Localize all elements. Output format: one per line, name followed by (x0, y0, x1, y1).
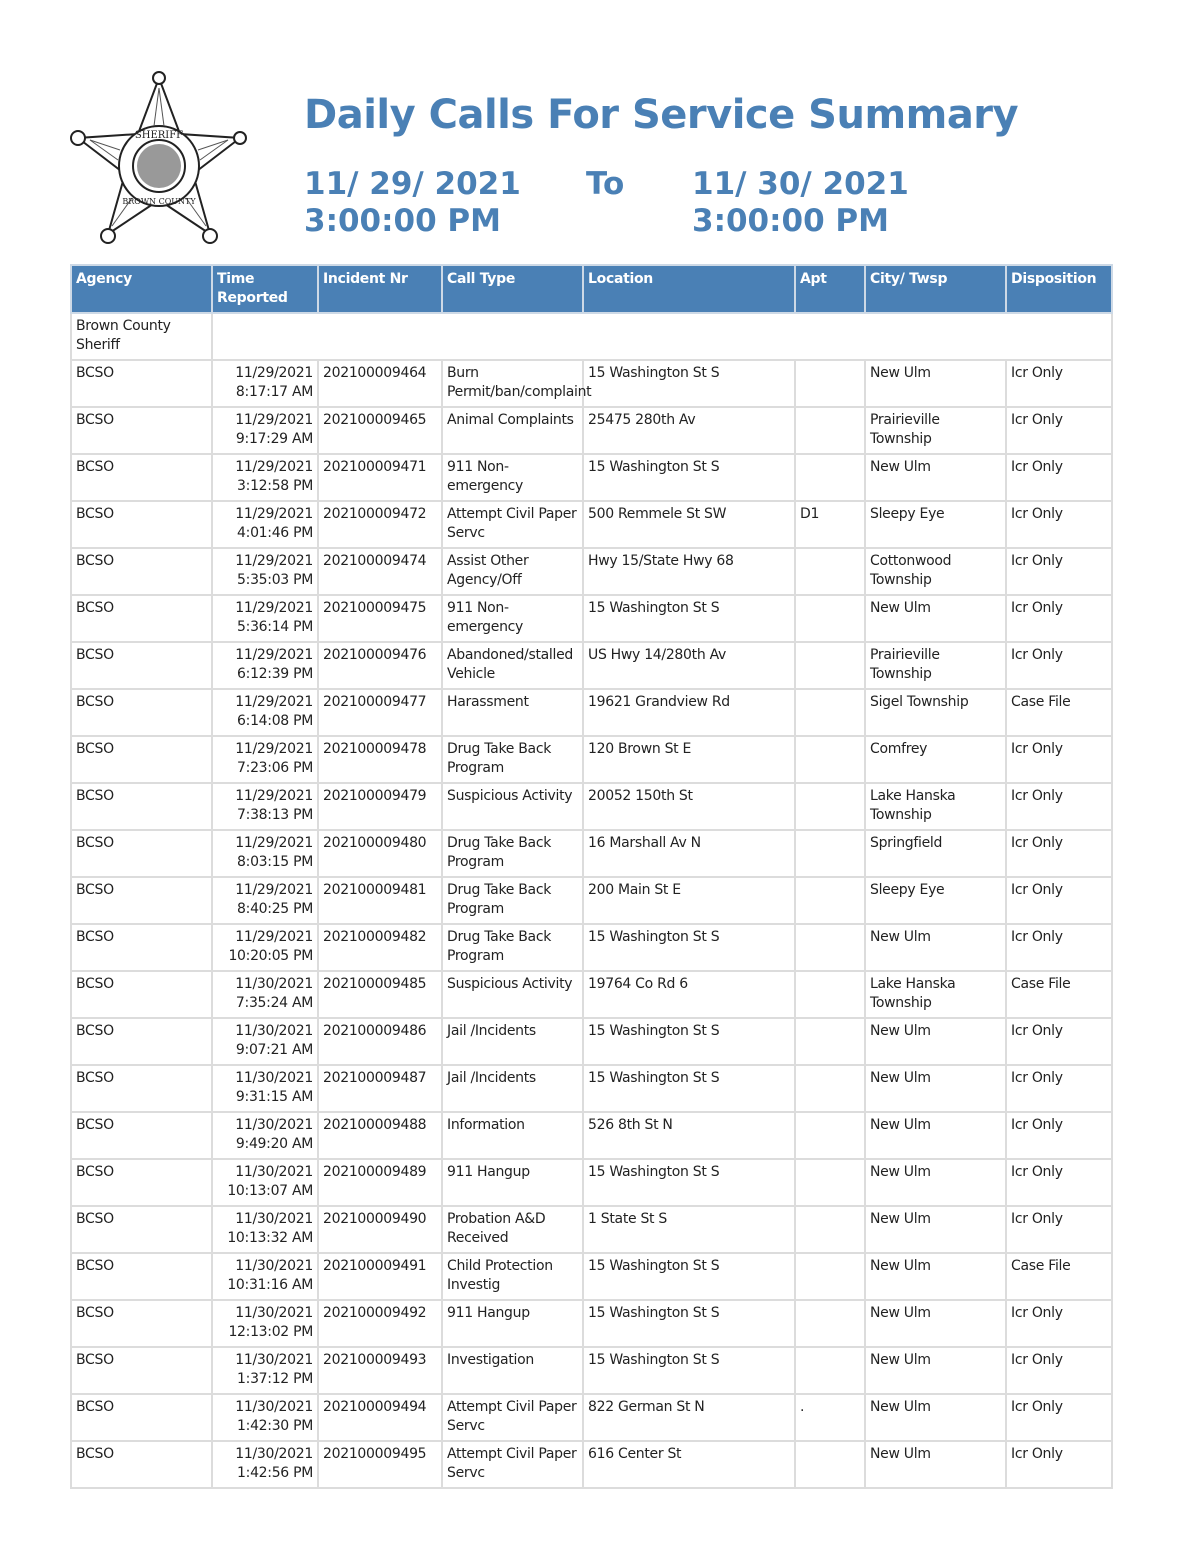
cell-location: 526 8th St N (583, 1112, 795, 1159)
cell-time-reported: 11/30/2021 7:35:24 AM (212, 971, 318, 1018)
cell-apt (795, 689, 865, 736)
table-row (71, 595, 1112, 642)
to-datetime (692, 166, 909, 240)
cell-city-twsp: New Ulm (865, 1206, 1006, 1253)
cell-call-type: Suspicious Activity (442, 971, 583, 1018)
cell-call-type: Animal Complaints (442, 407, 583, 454)
cell-incident-nr: 202100009478 (318, 736, 442, 783)
col-disposition: Disposition (1006, 265, 1112, 313)
col-agency: Agency (71, 265, 212, 313)
cell-time-reported: 11/29/2021 7:23:06 PM (212, 736, 318, 783)
cell-location: 15 Washington St S (583, 1253, 795, 1300)
cell-agency: BCSO (71, 1347, 212, 1394)
cell-apt (795, 454, 865, 501)
agency-group-spacer (212, 313, 1112, 360)
cell-disposition: Case File (1006, 689, 1112, 736)
table-row (71, 454, 1112, 501)
cell-incident-nr: 202100009472 (318, 501, 442, 548)
col-incident-nr: Incident Nr (318, 265, 442, 313)
cell-agency: BCSO (71, 783, 212, 830)
table-row (71, 360, 1112, 407)
cell-incident-nr: 202100009492 (318, 1300, 442, 1347)
cell-incident-nr: 202100009471 (318, 454, 442, 501)
cell-apt (795, 1112, 865, 1159)
from-date: 11/ 29/ 2021 (304, 166, 521, 202)
cell-city-twsp: New Ulm (865, 1018, 1006, 1065)
table-header-row (71, 265, 1112, 313)
cell-incident-nr: 202100009481 (318, 877, 442, 924)
cell-incident-nr: 202100009464 (318, 360, 442, 407)
cell-location: 15 Washington St S (583, 454, 795, 501)
from-time: 3:00:00 PM (304, 203, 502, 239)
cell-call-type: 911 Non-emergency (442, 454, 583, 501)
cell-call-type: Jail /Incidents (442, 1018, 583, 1065)
cell-city-twsp: New Ulm (865, 1253, 1006, 1300)
cell-city-twsp: Prairieville Township (865, 642, 1006, 689)
cell-disposition: Icr Only (1006, 1394, 1112, 1441)
cell-city-twsp: Prairieville Township (865, 407, 1006, 454)
cell-disposition: Icr Only (1006, 360, 1112, 407)
cell-location: 200 Main St E (583, 877, 795, 924)
cell-disposition: Icr Only (1006, 595, 1112, 642)
cell-incident-nr: 202100009491 (318, 1253, 442, 1300)
cell-call-type: Information (442, 1112, 583, 1159)
cell-apt (795, 1018, 865, 1065)
agency-group-row (71, 313, 1112, 360)
cell-agency: BCSO (71, 454, 212, 501)
cell-incident-nr: 202100009477 (318, 689, 442, 736)
cell-disposition: Icr Only (1006, 501, 1112, 548)
cell-city-twsp: New Ulm (865, 1065, 1006, 1112)
cell-disposition: Icr Only (1006, 642, 1112, 689)
cell-agency: BCSO (71, 830, 212, 877)
cell-time-reported: 11/29/2021 4:01:46 PM (212, 501, 318, 548)
cell-apt (795, 1253, 865, 1300)
cell-disposition: Icr Only (1006, 1206, 1112, 1253)
col-time-reported: Time Reported (212, 265, 318, 313)
cell-city-twsp: Springfield (865, 830, 1006, 877)
cell-time-reported: 11/29/2021 9:17:29 AM (212, 407, 318, 454)
cell-disposition: Icr Only (1006, 407, 1112, 454)
cell-agency: BCSO (71, 360, 212, 407)
table-row (71, 1206, 1112, 1253)
cell-apt: D1 (795, 501, 865, 548)
cell-time-reported: 11/30/2021 9:49:20 AM (212, 1112, 318, 1159)
cell-apt (795, 830, 865, 877)
table-row (71, 1300, 1112, 1347)
cell-incident-nr: 202100009487 (318, 1065, 442, 1112)
table-row (71, 1441, 1112, 1488)
cell-apt (795, 595, 865, 642)
cell-agency: BCSO (71, 642, 212, 689)
cell-incident-nr: 202100009475 (318, 595, 442, 642)
cell-time-reported: 11/30/2021 10:31:16 AM (212, 1253, 318, 1300)
cell-apt (795, 642, 865, 689)
table-row (71, 1112, 1112, 1159)
cell-agency: BCSO (71, 548, 212, 595)
cell-disposition: Icr Only (1006, 1112, 1112, 1159)
cell-agency: BCSO (71, 1394, 212, 1441)
cell-call-type: Probation A&D Received (442, 1206, 583, 1253)
cell-time-reported: 11/29/2021 7:38:13 PM (212, 783, 318, 830)
col-location: Location (583, 265, 795, 313)
col-apt: Apt (795, 265, 865, 313)
cell-disposition: Icr Only (1006, 1347, 1112, 1394)
cell-agency: BCSO (71, 877, 212, 924)
cell-call-type: 911 Hangup (442, 1300, 583, 1347)
table-row (71, 1347, 1112, 1394)
cell-city-twsp: New Ulm (865, 1394, 1006, 1441)
cell-agency: BCSO (71, 1065, 212, 1112)
cell-call-type: Attempt Civil Paper Servc (442, 1441, 583, 1488)
cell-city-twsp: Sleepy Eye (865, 501, 1006, 548)
cell-location: 15 Washington St S (583, 595, 795, 642)
cell-incident-nr: 202100009485 (318, 971, 442, 1018)
cell-time-reported: 11/30/2021 9:07:21 AM (212, 1018, 318, 1065)
cell-disposition: Icr Only (1006, 1300, 1112, 1347)
cell-call-type: Drug Take Back Program (442, 736, 583, 783)
cell-city-twsp: Lake Hanska Township (865, 783, 1006, 830)
cell-call-type: Attempt Civil Paper Servc (442, 501, 583, 548)
col-call-type: Call Type (442, 265, 583, 313)
cell-agency: BCSO (71, 1441, 212, 1488)
cell-city-twsp: New Ulm (865, 454, 1006, 501)
cell-apt (795, 877, 865, 924)
cell-city-twsp: Comfrey (865, 736, 1006, 783)
cell-location: 19621 Grandview Rd (583, 689, 795, 736)
cell-call-type: Investigation (442, 1347, 583, 1394)
cell-incident-nr: 202100009494 (318, 1394, 442, 1441)
cell-call-type: Drug Take Back Program (442, 830, 583, 877)
cell-agency: BCSO (71, 595, 212, 642)
cell-city-twsp: New Ulm (865, 1159, 1006, 1206)
cell-time-reported: 11/30/2021 1:42:30 PM (212, 1394, 318, 1441)
cell-location: 15 Washington St S (583, 924, 795, 971)
cell-incident-nr: 202100009474 (318, 548, 442, 595)
cell-apt (795, 1300, 865, 1347)
cell-city-twsp: New Ulm (865, 360, 1006, 407)
cell-time-reported: 11/29/2021 10:20:05 PM (212, 924, 318, 971)
table-row (71, 830, 1112, 877)
cell-agency: BCSO (71, 1206, 212, 1253)
to-time: 3:00:00 PM (692, 203, 890, 239)
cell-agency: BCSO (71, 1159, 212, 1206)
cell-agency: BCSO (71, 1300, 212, 1347)
cell-apt (795, 1441, 865, 1488)
cell-disposition: Icr Only (1006, 830, 1112, 877)
sheriff-star-badge-logo (68, 68, 250, 250)
cell-agency: BCSO (71, 1112, 212, 1159)
cell-time-reported: 11/29/2021 8:03:15 PM (212, 830, 318, 877)
cell-disposition: Icr Only (1006, 1018, 1112, 1065)
table-row (71, 1394, 1112, 1441)
cell-location: 20052 150th St (583, 783, 795, 830)
calls-table (70, 264, 1113, 1489)
cell-incident-nr: 202100009482 (318, 924, 442, 971)
cell-city-twsp: New Ulm (865, 595, 1006, 642)
cell-agency: BCSO (71, 924, 212, 971)
cell-incident-nr: 202100009465 (318, 407, 442, 454)
cell-call-type: Assist Other Agency/Off (442, 548, 583, 595)
cell-time-reported: 11/30/2021 12:13:02 PM (212, 1300, 318, 1347)
cell-city-twsp: New Ulm (865, 1347, 1006, 1394)
cell-time-reported: 11/29/2021 5:35:03 PM (212, 548, 318, 595)
cell-apt (795, 407, 865, 454)
cell-city-twsp: Sigel Township (865, 689, 1006, 736)
cell-location: 120 Brown St E (583, 736, 795, 783)
cell-apt (795, 1206, 865, 1253)
cell-disposition: Icr Only (1006, 924, 1112, 971)
cell-call-type: Suspicious Activity (442, 783, 583, 830)
cell-call-type: Harassment (442, 689, 583, 736)
cell-city-twsp: New Ulm (865, 924, 1006, 971)
cell-location: 25475 280th Av (583, 407, 795, 454)
cell-incident-nr: 202100009476 (318, 642, 442, 689)
cell-disposition: Icr Only (1006, 877, 1112, 924)
cell-call-type: Burn Permit/ban/complaint (442, 360, 583, 407)
cell-incident-nr: 202100009495 (318, 1441, 442, 1488)
cell-apt (795, 1065, 865, 1112)
cell-agency: BCSO (71, 971, 212, 1018)
cell-location: 16 Marshall Av N (583, 830, 795, 877)
cell-incident-nr: 202100009486 (318, 1018, 442, 1065)
cell-location: 1 State St S (583, 1206, 795, 1253)
cell-call-type: Drug Take Back Program (442, 924, 583, 971)
cell-location: 616 Center St (583, 1441, 795, 1488)
page-title: Daily Calls For Service Summary (304, 92, 1019, 138)
cell-city-twsp: Sleepy Eye (865, 877, 1006, 924)
table-row (71, 1065, 1112, 1112)
svg-text:BROWN COUNTY: BROWN COUNTY (122, 197, 196, 206)
cell-time-reported: 11/30/2021 10:13:07 AM (212, 1159, 318, 1206)
cell-incident-nr: 202100009479 (318, 783, 442, 830)
cell-apt (795, 1347, 865, 1394)
cell-incident-nr: 202100009488 (318, 1112, 442, 1159)
cell-time-reported: 11/29/2021 6:12:39 PM (212, 642, 318, 689)
table-row (71, 971, 1112, 1018)
col-city-twsp: City/ Twsp (865, 265, 1006, 313)
cell-time-reported: 11/29/2021 8:40:25 PM (212, 877, 318, 924)
cell-city-twsp: Lake Hanska Township (865, 971, 1006, 1018)
to-date: 11/ 30/ 2021 (692, 166, 909, 202)
cell-time-reported: 11/30/2021 9:31:15 AM (212, 1065, 318, 1112)
cell-disposition: Icr Only (1006, 1441, 1112, 1488)
cell-apt (795, 783, 865, 830)
cell-agency: BCSO (71, 407, 212, 454)
cell-call-type: Drug Take Back Program (442, 877, 583, 924)
cell-time-reported: 11/30/2021 10:13:32 AM (212, 1206, 318, 1253)
cell-apt (795, 1159, 865, 1206)
to-label: To (586, 166, 625, 202)
table-row (71, 1159, 1112, 1206)
cell-time-reported: 11/29/2021 6:14:08 PM (212, 689, 318, 736)
cell-disposition: Icr Only (1006, 548, 1112, 595)
cell-location: 500 Remmele St SW (583, 501, 795, 548)
agency-group-label: Brown County Sheriff (71, 313, 212, 360)
cell-call-type: Attempt Civil Paper Servc (442, 1394, 583, 1441)
cell-disposition: Icr Only (1006, 736, 1112, 783)
table-row (71, 736, 1112, 783)
cell-apt (795, 736, 865, 783)
from-datetime (304, 166, 521, 240)
cell-apt (795, 360, 865, 407)
cell-location: 15 Washington St S (583, 1300, 795, 1347)
cell-disposition: Icr Only (1006, 454, 1112, 501)
table-row (71, 1253, 1112, 1300)
table-row (71, 877, 1112, 924)
cell-location: Hwy 15/State Hwy 68 (583, 548, 795, 595)
svg-text:SHERIFF: SHERIFF (134, 130, 184, 141)
cell-agency: BCSO (71, 501, 212, 548)
cell-location: 822 German St N (583, 1394, 795, 1441)
table-row (71, 642, 1112, 689)
cell-disposition: Case File (1006, 971, 1112, 1018)
table-row (71, 689, 1112, 736)
cell-incident-nr: 202100009489 (318, 1159, 442, 1206)
cell-incident-nr: 202100009480 (318, 830, 442, 877)
cell-call-type: Jail /Incidents (442, 1065, 583, 1112)
cell-disposition: Icr Only (1006, 1159, 1112, 1206)
cell-location: 15 Washington St S (583, 1018, 795, 1065)
cell-agency: BCSO (71, 1253, 212, 1300)
cell-disposition: Icr Only (1006, 783, 1112, 830)
cell-location: 15 Washington St S (583, 1065, 795, 1112)
table-row (71, 407, 1112, 454)
cell-call-type: 911 Hangup (442, 1159, 583, 1206)
cell-incident-nr: 202100009493 (318, 1347, 442, 1394)
table-row (71, 924, 1112, 971)
cell-disposition: Icr Only (1006, 1065, 1112, 1112)
cell-time-reported: 11/29/2021 5:36:14 PM (212, 595, 318, 642)
table-row (71, 1018, 1112, 1065)
cell-call-type: 911 Non-emergency (442, 595, 583, 642)
cell-city-twsp: New Ulm (865, 1441, 1006, 1488)
cell-city-twsp: Cottonwood Township (865, 548, 1006, 595)
cell-location: 15 Washington St S (583, 1159, 795, 1206)
cell-apt (795, 924, 865, 971)
cell-apt: . (795, 1394, 865, 1441)
cell-incident-nr: 202100009490 (318, 1206, 442, 1253)
cell-location: US Hwy 14/280th Av (583, 642, 795, 689)
cell-disposition: Case File (1006, 1253, 1112, 1300)
table-row (71, 783, 1112, 830)
cell-time-reported: 11/30/2021 1:42:56 PM (212, 1441, 318, 1488)
table-row (71, 548, 1112, 595)
cell-location: 19764 Co Rd 6 (583, 971, 795, 1018)
cell-city-twsp: New Ulm (865, 1112, 1006, 1159)
cell-location: 15 Washington St S (583, 1347, 795, 1394)
cell-apt (795, 971, 865, 1018)
cell-apt (795, 548, 865, 595)
cell-time-reported: 11/29/2021 8:17:17 AM (212, 360, 318, 407)
cell-call-type: Abandoned/stalled Vehicle (442, 642, 583, 689)
cell-location: 15 Washington St S (583, 360, 795, 407)
cell-agency: BCSO (71, 736, 212, 783)
cell-agency: BCSO (71, 1018, 212, 1065)
cell-call-type: Child Protection Investig (442, 1253, 583, 1300)
table-row (71, 501, 1112, 548)
cell-agency: BCSO (71, 689, 212, 736)
cell-city-twsp: New Ulm (865, 1300, 1006, 1347)
cell-time-reported: 11/29/2021 3:12:58 PM (212, 454, 318, 501)
cell-time-reported: 11/30/2021 1:37:12 PM (212, 1347, 318, 1394)
